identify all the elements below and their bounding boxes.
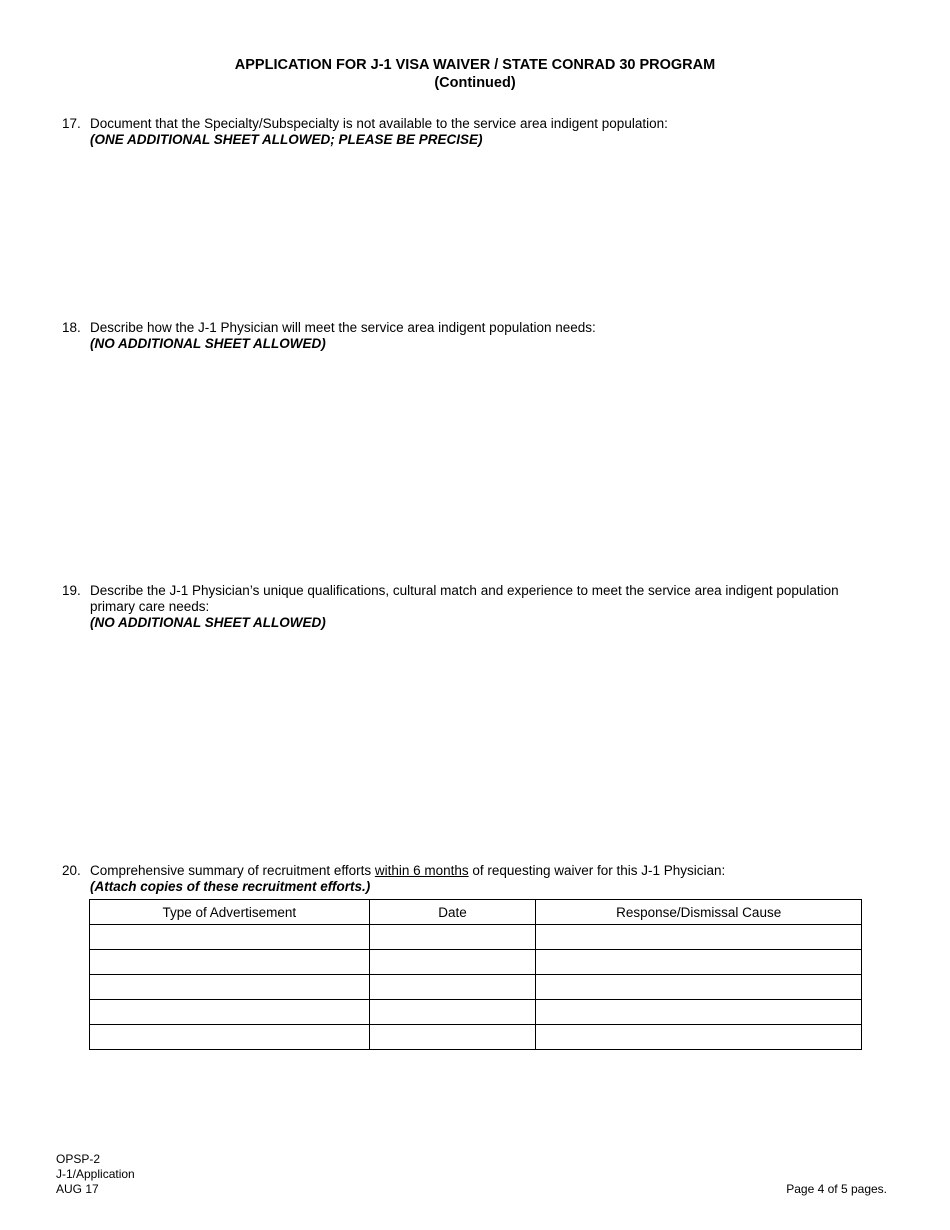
answer-area-17[interactable] [89, 152, 862, 312]
question-text [90, 863, 882, 879]
cell-date[interactable] [369, 975, 536, 1000]
column-header-date: Date [369, 900, 536, 925]
question-text-emphasis: within 6 months [374, 863, 469, 878]
cell-response[interactable] [536, 1000, 862, 1025]
question-note: (Attach copies of these recruitment efforts.) [90, 879, 371, 894]
table-row [90, 1025, 862, 1050]
form-revision: AUG 17 [56, 1182, 99, 1196]
table-header-row [90, 900, 862, 925]
cell-date[interactable] [369, 1025, 536, 1050]
question-text: Describe how the J-1 Physician will meet the service area indigent population needs: [90, 320, 596, 335]
cell-type[interactable] [90, 1000, 370, 1025]
question-note: (ONE ADDITIONAL SHEET ALLOWED; PLEASE BE PRECISE) [90, 132, 483, 147]
question-number: 20. [62, 863, 81, 878]
question-text-end: of requesting waiver for this J-1 Physician: [468, 863, 726, 878]
question-18 [62, 320, 882, 352]
table-row [90, 925, 862, 950]
question-20 [62, 863, 882, 895]
cell-type[interactable] [90, 1025, 370, 1050]
column-header-response: Response/Dismissal Cause [536, 900, 862, 925]
question-note: (NO ADDITIONAL SHEET ALLOWED) [90, 615, 326, 630]
cell-response[interactable] [536, 975, 862, 1000]
cell-date[interactable] [369, 1000, 536, 1025]
question-note: (NO ADDITIONAL SHEET ALLOWED) [90, 336, 326, 351]
table-row [90, 1000, 862, 1025]
column-header-type: Type of Advertisement [90, 900, 370, 925]
question-17 [62, 116, 882, 148]
form-id: OPSP-2 [56, 1152, 101, 1166]
cell-date[interactable] [369, 950, 536, 975]
question-number: 19. [62, 583, 81, 598]
table-row [90, 975, 862, 1000]
page-number: Page 4 of 5 pages. [786, 1182, 887, 1196]
cell-response[interactable] [536, 925, 862, 950]
answer-area-19[interactable] [89, 636, 862, 856]
cell-response[interactable] [536, 1025, 862, 1050]
cell-date[interactable] [369, 925, 536, 950]
question-text-start: Comprehensive summary of recruitment efforts [90, 863, 375, 878]
form-identifier [56, 1152, 135, 1197]
question-text: Document that the Specialty/Subspecialty is not available to the service area indigent population: [90, 116, 668, 131]
form-subtitle: (Continued) [434, 75, 516, 91]
answer-area-18[interactable] [89, 356, 862, 576]
form-name: J-1/Application [56, 1167, 135, 1181]
cell-response[interactable] [536, 950, 862, 975]
question-number: 18. [62, 320, 81, 335]
question-number: 17. [62, 116, 81, 131]
cell-type[interactable] [90, 950, 370, 975]
table-row [90, 950, 862, 975]
question-text: Describe the J-1 Physician’s unique qualifications, cultural match and experience to meet the service area indigent population primary care needs: [90, 583, 839, 614]
question-19 [62, 583, 882, 631]
recruitment-table [89, 899, 862, 1050]
cell-type[interactable] [90, 975, 370, 1000]
cell-type[interactable] [90, 925, 370, 950]
form-title: APPLICATION FOR J-1 VISA WAIVER / STATE CONRAD 30 PROGRAM [234, 57, 716, 73]
